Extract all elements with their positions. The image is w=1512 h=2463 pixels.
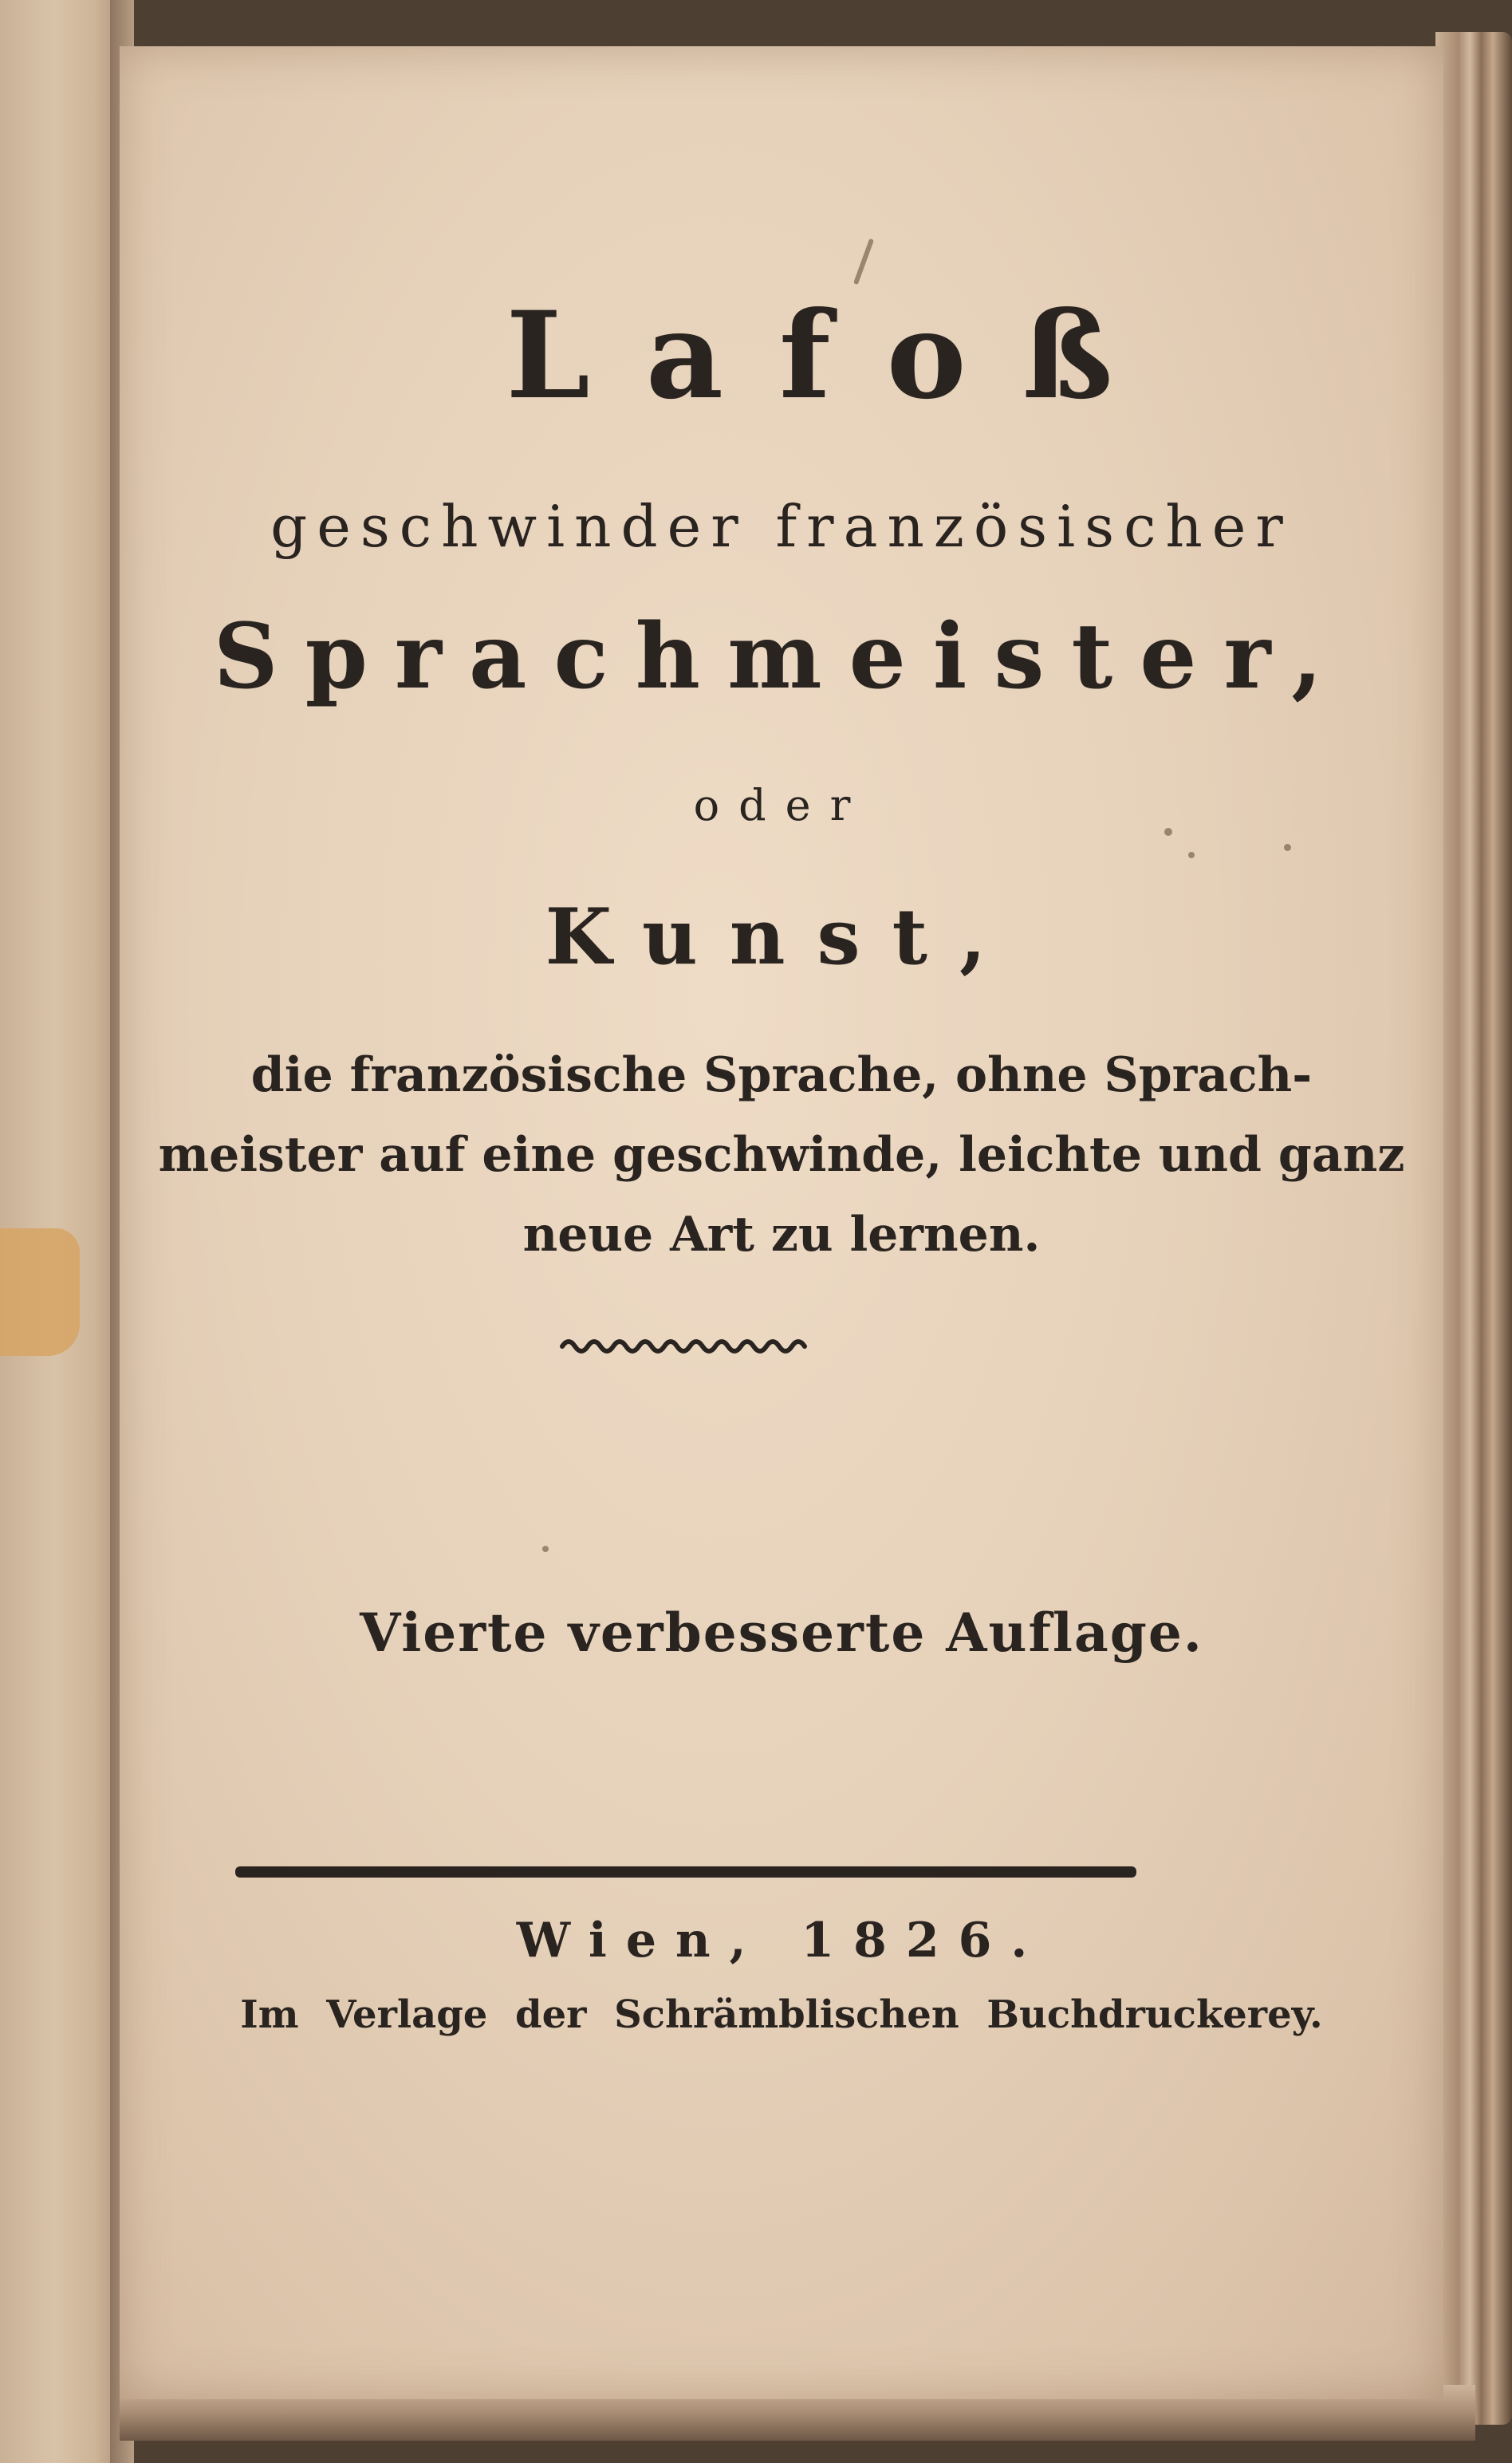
description-line-1: die französische Sprache, ohne Sprach- <box>250 1047 1313 1103</box>
description-block <box>120 1035 1443 1275</box>
paper-tear <box>0 1228 80 1356</box>
place-and-year: Wien, 1826. <box>516 1913 1047 1968</box>
edition-statement: Vierte verbesserte Auflage. <box>360 1602 1203 1664</box>
publisher-line: Im Verlage der Schrämblischen Buchdruckerey. <box>240 1992 1323 2037</box>
connector-word: oder <box>693 780 870 830</box>
title-page-text <box>120 46 1443 2399</box>
description-line-2: meister auf eine geschwinde, leichte und ganz <box>158 1127 1405 1183</box>
subtitle-line-2: Sprachmeister, <box>213 605 1350 709</box>
facing-page-edge <box>0 0 120 2463</box>
alternate-title: Kunst, <box>545 892 1018 982</box>
subtitle-line-1: geschwinder französischer <box>270 493 1293 560</box>
description-line-3: neue Art zu lernen. <box>522 1207 1041 1263</box>
title-page <box>120 46 1443 2399</box>
ornamental-flourish <box>120 1330 1443 1362</box>
horizontal-rule <box>235 1866 1136 1878</box>
book-title: Lafoß <box>506 286 1169 426</box>
